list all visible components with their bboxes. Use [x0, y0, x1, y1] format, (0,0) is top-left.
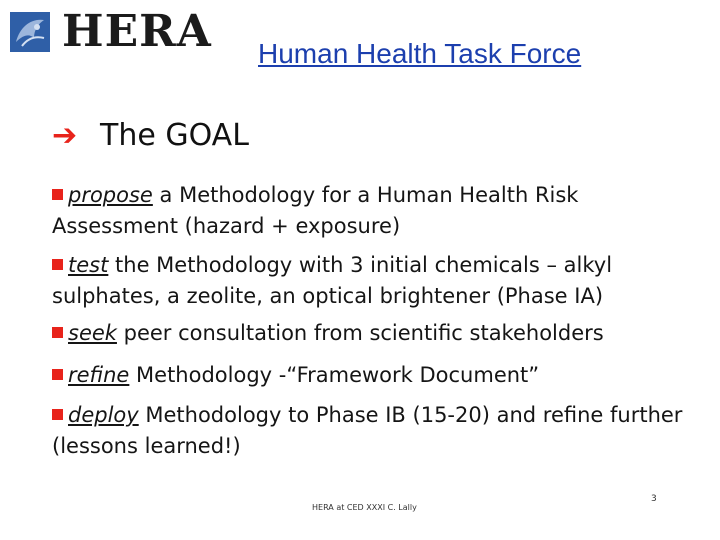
hera-logo: [10, 8, 235, 56]
list-item: [52, 400, 692, 462]
bullet-icon: [52, 409, 63, 420]
item-keyword: propose: [68, 183, 153, 207]
item-text: a Methodology for a Human Health Risk Assessment (hazard + exposure): [52, 183, 579, 238]
right-arrow-icon: ➔: [52, 118, 78, 153]
page-number: 3: [651, 494, 657, 504]
item-text: Methodology to Phase IB (15-20) and refine further (lessons learned!): [52, 403, 683, 458]
item-text: Methodology -“Framework Document”: [129, 363, 540, 387]
bullet-icon: [52, 327, 63, 338]
item-keyword: seek: [68, 321, 117, 345]
goal-title: The GOAL: [100, 118, 249, 153]
item-keyword: refine: [68, 363, 130, 387]
item-keyword: test: [68, 253, 109, 277]
item-text: the Methodology with 3 initial chemicals – alkyl sulphates, a zeolite, an optical brightener (Phase IA): [52, 253, 613, 308]
list-item: [52, 250, 692, 312]
bullet-icon: [52, 369, 63, 380]
item-keyword: deploy: [68, 403, 139, 427]
page-title: Human Health Task Force: [258, 38, 582, 69]
logo-text: HERA: [62, 6, 212, 57]
bullet-icon: [52, 189, 63, 200]
list-item: [52, 180, 692, 242]
bullet-icon: [52, 259, 63, 270]
item-text: peer consultation from scientific stakeholders: [116, 321, 604, 345]
list-item: [52, 318, 692, 349]
footer-credit: HERA at CED XXXI C. Lally: [312, 503, 417, 512]
list-item: [52, 360, 692, 391]
hera-logo-mark-icon: [10, 12, 50, 52]
